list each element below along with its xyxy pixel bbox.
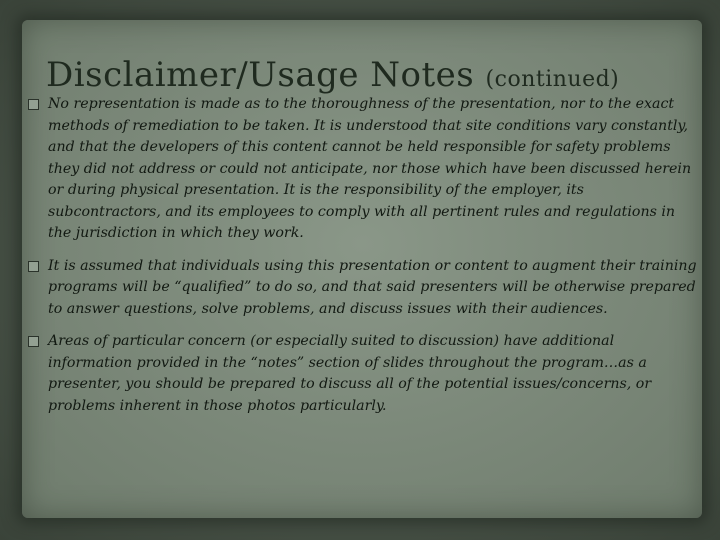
title-main: Disclaimer/Usage Notes [46,55,475,95]
bullet-item-3 [28,331,700,417]
checkbox-bullet-icon [28,261,39,272]
checkbox-bullet-icon [28,336,39,347]
bullet-text-1: No representation is made as to the thoroughness of the presentation, nor to the exact methods of remediation to be taken. It is understood that site conditions vary constantly, and that the developers of this content cannot be held responsible for safety problems they did not address or could not anticipate, nor those which have been discussed herein or during physical presentation. It is the responsibility of the employer, its subcontractors, and its employees to comply with all pertinent rules and regulations in the jurisdiction in which they work. [48,96,692,241]
bullet-item-1 [28,94,700,245]
checkbox-bullet-icon [28,99,39,110]
title-subtitle: (continued) [485,67,620,92]
bullet-text-2: It is assumed that individuals using this presentation or content to augment their training programs will be “qualified” to do so, and that said presenters will be otherwise prepared to answer questions, solve problems, and discuss issues with their audiences. [48,257,697,317]
bullet-text-3: Areas of particular concern (or especially suited to discussion) have additional information provided in the “notes” section of slides throughout the program…as a presenter, you should be prepared to discuss all of the potential issues/concerns, or problems inherent in those photos particularly. [48,333,652,414]
bullet-item-2 [28,256,700,321]
bullet-list [28,94,700,428]
